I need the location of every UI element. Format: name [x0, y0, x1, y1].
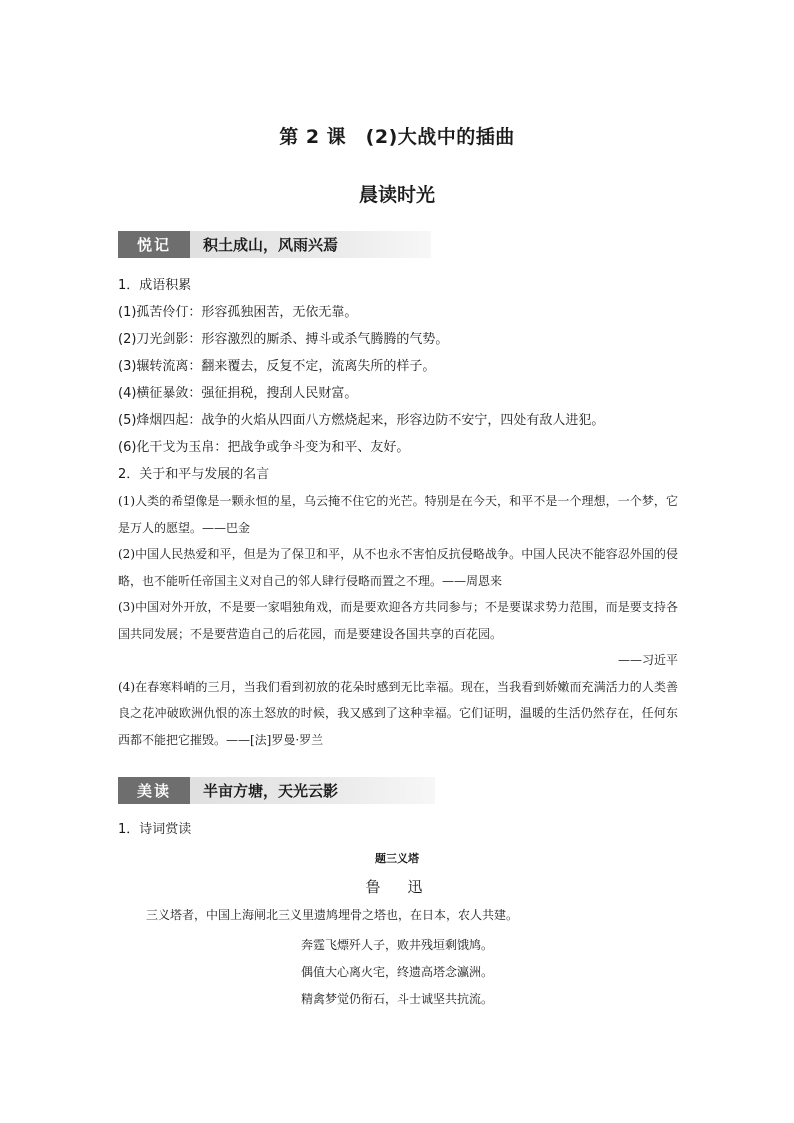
idiom-item: (1)孤苦伶仃：形容孤独困苦，无依无靠。 [118, 305, 358, 320]
poem-author: 鲁 迅 [365, 878, 429, 896]
idiom-section [118, 272, 678, 488]
lesson-title: 第 2 课 (2)大战中的插曲 [279, 126, 515, 148]
poem-line: 奔霆飞熛歼人子，败井残垣剩饿鸠。 [300, 938, 493, 952]
poem-line: 精禽梦觉仍衔石，斗士诚坚共抗流。 [300, 992, 493, 1006]
quotes-section [118, 488, 678, 753]
banner-motto: 积土成山，风雨兴焉 [203, 236, 339, 254]
poem-title: 题三义塔 [375, 852, 419, 865]
idiom-item: (4)横征暴敛：强征捐税，搜刮人民财富。 [118, 386, 358, 401]
idiom-item: (5)烽烟四起：战争的火焰从四面八方燃烧起来，形容边防不安宁，四处有敌人进犯。 [118, 413, 605, 428]
poem-line: 偶值大心离火宅，终遗高塔念瀛洲。 [300, 965, 493, 979]
poetry-heading: 1．诗词赏读 [118, 822, 192, 837]
poem-preface: 三义塔者，中国上海闸北三义里遗鸠埋骨之塔也，在日本，农人共建。 [146, 908, 519, 922]
quotes-heading: 2．关于和平与发展的名言 [118, 467, 270, 482]
poem-body [0, 932, 794, 1013]
idiom-heading: 1．成语积累 [118, 278, 192, 293]
banner-tag: 悦记 [118, 231, 190, 258]
idiom-item: (3)辗转流离：翻来覆去，反复不定，流离失所的样子。 [118, 359, 436, 374]
quote-item: (3)中国对外开放，不是要一家唱独角戏，而是要欢迎各方共同参与；不是要谋求势力范围，而是要支持各国共同发展；不是要营造自己的后花园，而是要建设各国共享的百花园。 [118, 600, 678, 641]
banner-tag: 美读 [118, 777, 190, 804]
idiom-item: (6)化干戈为玉帛：把战争或争斗变为和平、友好。 [118, 440, 410, 455]
section-banner-meidu [118, 777, 435, 804]
section-banner-yueji [118, 231, 431, 258]
section-title: 晨读时光 [358, 184, 435, 206]
quote-author: ——习近平 [617, 653, 678, 667]
idiom-item: (2)刀光剑影：形容激烈的厮杀、搏斗或杀气腾腾的气势。 [118, 332, 449, 347]
quote-item: (2)中国人民热爱和平，但是为了保卫和平，从不也永不害怕反抗侵略战争。中国人民决不能容忍外国的侵略，也不能听任帝国主义对自己的邻人肆行侵略而置之不理。——周恩来 [118, 547, 678, 588]
quote-item: (1)人类的希望像是一颗永恒的星，乌云掩不住它的光芒。特别是在今天，和平不是一个理想，一个梦，它是万人的愿望。——巴金 [118, 494, 678, 535]
quote-item: (4)在春寒料峭的三月，当我们看到初放的花朵时感到无比幸福。现在，当我看到娇嫩而充满活力的人类善良之花冲破欧洲仇恨的冻土怒放的时候，我又感到了这种幸福。它们证明，温暖的生活仍然存在，任何东西都不能把它摧毁。——[法]罗曼·罗兰 [118, 679, 678, 747]
banner-motto: 半亩方塘，天光云影 [203, 782, 339, 800]
